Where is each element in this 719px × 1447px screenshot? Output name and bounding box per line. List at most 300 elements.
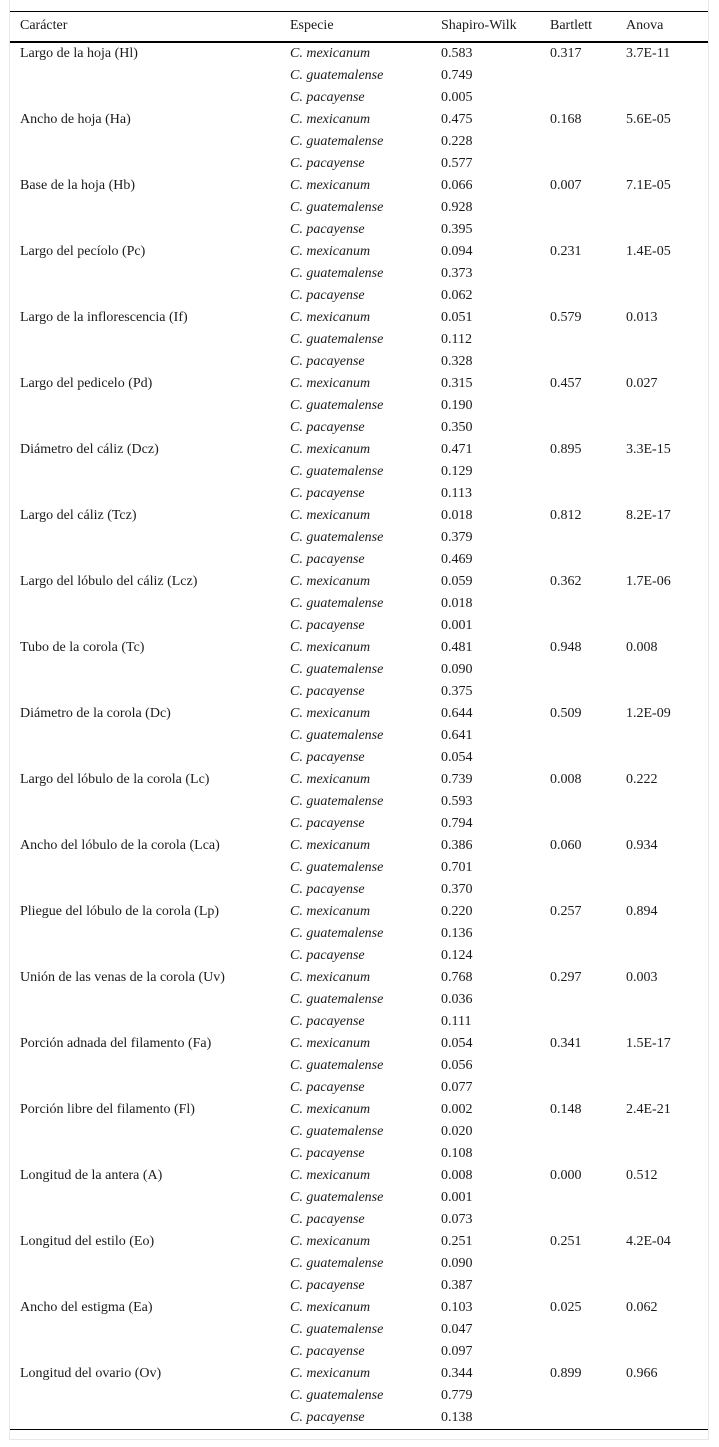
shapiro-wilk-cell: 0.350 (441, 419, 473, 435)
table-row (10, 835, 708, 857)
anova-cell (626, 1055, 708, 1077)
species-cell: C. pacayense (290, 881, 365, 897)
character-cell (10, 263, 290, 285)
species-cell: C. guatemalense (290, 595, 384, 611)
character-cell (10, 593, 290, 615)
shapiro-wilk-cell: 0.056 (441, 1057, 473, 1073)
species-cell: C. pacayense (290, 617, 365, 633)
table-row (10, 351, 708, 373)
anova-cell (626, 923, 708, 945)
table-row (10, 461, 708, 483)
shapiro-wilk-cell: 0.112 (441, 331, 472, 347)
bartlett-cell (550, 791, 626, 813)
bartlett-cell: 0.060 (550, 837, 582, 853)
table-row (10, 197, 708, 219)
anova-cell (626, 1407, 708, 1430)
shapiro-wilk-cell: 0.097 (441, 1343, 473, 1359)
character-cell: Largo de la inflorescencia (If) (20, 309, 188, 325)
anova-cell (626, 945, 708, 967)
anova-cell (626, 1121, 708, 1143)
character-cell (10, 879, 290, 901)
shapiro-wilk-cell: 0.344 (441, 1365, 473, 1381)
bartlett-cell (550, 549, 626, 571)
bartlett-cell (550, 1253, 626, 1275)
table-row (10, 153, 708, 175)
anova-cell: 0.008 (626, 639, 658, 655)
anova-cell (626, 1077, 708, 1099)
shapiro-wilk-cell: 0.779 (441, 1387, 473, 1403)
statistics-table (10, 11, 708, 1430)
shapiro-wilk-cell: 0.395 (441, 221, 473, 237)
species-cell: C. pacayense (290, 1079, 365, 1095)
anova-cell (626, 351, 708, 373)
character-cell (10, 945, 290, 967)
anova-cell (626, 527, 708, 549)
bartlett-cell (550, 615, 626, 637)
character-cell: Porción adnada del filamento (Fa) (20, 1035, 212, 1051)
species-cell: C. pacayense (290, 815, 365, 831)
shapiro-wilk-cell: 0.113 (441, 485, 472, 501)
bartlett-cell (550, 285, 626, 307)
character-cell: Base de la hoja (Hb) (20, 177, 136, 193)
character-cell (10, 615, 290, 637)
bartlett-cell (550, 681, 626, 703)
species-cell: C. guatemalense (290, 793, 384, 809)
anova-cell (626, 483, 708, 505)
species-cell: C. guatemalense (290, 1255, 384, 1271)
bartlett-cell (550, 1121, 626, 1143)
anova-cell (626, 879, 708, 901)
shapiro-wilk-cell: 0.475 (441, 111, 473, 127)
character-cell (10, 1121, 290, 1143)
character-cell (10, 483, 290, 505)
table-row (10, 263, 708, 285)
bartlett-cell (550, 1319, 626, 1341)
species-cell: C. guatemalense (290, 661, 384, 677)
header-anova: Anova (626, 12, 708, 42)
table-row (10, 681, 708, 703)
shapiro-wilk-cell: 0.073 (441, 1211, 473, 1227)
character-cell: Largo del pecíolo (Pc) (20, 243, 146, 259)
character-cell (10, 1385, 290, 1407)
anova-cell (626, 1011, 708, 1033)
character-cell: Largo del pedicelo (Pd) (20, 375, 153, 391)
shapiro-wilk-cell: 0.641 (441, 727, 473, 743)
table-row (10, 417, 708, 439)
species-cell: C. mexicanum (290, 771, 371, 787)
table-row (10, 65, 708, 87)
anova-cell (626, 131, 708, 153)
character-cell (10, 395, 290, 417)
anova-cell: 2.4E-21 (626, 1101, 671, 1117)
table-row (10, 1363, 708, 1385)
shapiro-wilk-cell: 0.054 (441, 749, 473, 765)
bartlett-cell (550, 593, 626, 615)
table-row (10, 549, 708, 571)
table-row (10, 1165, 708, 1187)
bartlett-cell: 0.000 (550, 1167, 582, 1183)
shapiro-wilk-cell: 0.701 (441, 859, 473, 875)
bartlett-cell: 0.231 (550, 243, 582, 259)
anova-cell: 8.2E-17 (626, 507, 671, 523)
anova-cell (626, 1319, 708, 1341)
character-cell: Largo del lóbulo del cáliz (Lcz) (20, 573, 198, 589)
shapiro-wilk-cell: 0.481 (441, 639, 473, 655)
table-row (10, 1033, 708, 1055)
header-row (10, 12, 708, 42)
bartlett-cell (550, 461, 626, 483)
species-cell: C. guatemalense (290, 1321, 384, 1337)
bartlett-cell (550, 131, 626, 153)
anova-cell (626, 813, 708, 835)
table-row (10, 1319, 708, 1341)
shapiro-wilk-cell: 0.469 (441, 551, 473, 567)
table-row (10, 395, 708, 417)
anova-cell (626, 593, 708, 615)
anova-cell (626, 615, 708, 637)
shapiro-wilk-cell: 0.136 (441, 925, 473, 941)
table-row (10, 505, 708, 527)
anova-cell (626, 747, 708, 769)
table-row (10, 923, 708, 945)
bartlett-cell (550, 747, 626, 769)
bartlett-cell (550, 725, 626, 747)
anova-cell (626, 329, 708, 351)
table-row (10, 1209, 708, 1231)
table-row (10, 1143, 708, 1165)
bartlett-cell: 0.509 (550, 705, 582, 721)
bartlett-cell (550, 1011, 626, 1033)
header-bartlett: Bartlett (550, 12, 626, 42)
character-cell (10, 549, 290, 571)
character-cell (10, 417, 290, 439)
character-cell (10, 153, 290, 175)
anova-cell (626, 65, 708, 87)
shapiro-wilk-cell: 0.103 (441, 1299, 473, 1315)
character-cell: Unión de las venas de la corola (Uv) (20, 969, 225, 985)
shapiro-wilk-cell: 0.020 (441, 1123, 473, 1139)
table-row (10, 439, 708, 461)
species-cell: C. pacayense (290, 1407, 441, 1430)
bartlett-cell (550, 1407, 626, 1430)
character-cell (10, 791, 290, 813)
species-cell: C. mexicanum (290, 177, 371, 193)
table-row (10, 175, 708, 197)
header-character: Carácter (10, 12, 290, 42)
anova-cell (626, 1187, 708, 1209)
shapiro-wilk-cell: 0.749 (441, 67, 473, 83)
character-cell: Ancho del lóbulo de la corola (Lca) (20, 837, 220, 853)
character-cell (10, 1341, 290, 1363)
character-cell: Pliegue del lóbulo de la corola (Lp) (20, 903, 220, 919)
table-row (10, 1341, 708, 1363)
character-cell (10, 1011, 290, 1033)
bartlett-cell (550, 659, 626, 681)
species-cell: C. mexicanum (290, 309, 371, 325)
shapiro-wilk-cell: 0.090 (441, 661, 473, 677)
table-row (10, 241, 708, 263)
species-cell: C. guatemalense (290, 925, 384, 941)
table-row (10, 725, 708, 747)
bartlett-cell: 0.317 (550, 45, 582, 61)
shapiro-wilk-cell: 0.001 (441, 617, 473, 633)
character-cell (10, 1407, 290, 1430)
table-row (10, 1297, 708, 1319)
shapiro-wilk-cell: 0.375 (441, 683, 473, 699)
character-cell (10, 197, 290, 219)
character-cell (10, 681, 290, 703)
character-cell (10, 351, 290, 373)
bartlett-cell: 0.362 (550, 573, 582, 589)
table-row (10, 769, 708, 791)
species-cell: C. pacayense (290, 287, 365, 303)
species-cell: C. pacayense (290, 1145, 365, 1161)
bartlett-cell (550, 1077, 626, 1099)
anova-cell (626, 395, 708, 417)
species-cell: C. pacayense (290, 551, 365, 567)
shapiro-wilk-cell: 0.094 (441, 243, 473, 259)
shapiro-wilk-cell: 0.768 (441, 969, 473, 985)
anova-cell (626, 417, 708, 439)
character-cell (10, 219, 290, 241)
character-cell: Longitud del estilo (Eo) (20, 1233, 155, 1249)
character-cell (10, 747, 290, 769)
species-cell: C. mexicanum (290, 837, 371, 853)
shapiro-wilk-cell: 0.251 (441, 1233, 473, 1249)
anova-cell: 1.5E-17 (626, 1035, 671, 1051)
shapiro-wilk-cell: 0.190 (441, 397, 473, 413)
character-cell (10, 1143, 290, 1165)
shapiro-wilk-cell: 0.090 (441, 1255, 473, 1271)
table-row (10, 1077, 708, 1099)
table-row (10, 42, 708, 65)
shapiro-wilk-cell: 0.928 (441, 199, 473, 215)
table-row (10, 219, 708, 241)
character-cell (10, 1055, 290, 1077)
shapiro-wilk-cell: 0.138 (441, 1407, 550, 1430)
bartlett-cell: 0.812 (550, 507, 582, 523)
anova-cell (626, 549, 708, 571)
species-cell: C. mexicanum (290, 1365, 371, 1381)
bartlett-cell (550, 923, 626, 945)
bartlett-cell (550, 87, 626, 109)
bartlett-cell: 0.025 (550, 1299, 582, 1315)
bartlett-cell: 0.168 (550, 111, 582, 127)
species-cell: C. guatemalense (290, 1387, 384, 1403)
shapiro-wilk-cell: 0.228 (441, 133, 473, 149)
shapiro-wilk-cell: 0.002 (441, 1101, 473, 1117)
character-cell: Diámetro de la corola (Dc) (20, 705, 171, 721)
anova-cell (626, 1341, 708, 1363)
species-cell: C. mexicanum (290, 111, 371, 127)
table-row (10, 307, 708, 329)
bartlett-cell (550, 813, 626, 835)
table-row (10, 1275, 708, 1297)
table-row (10, 1055, 708, 1077)
bartlett-cell (550, 989, 626, 1011)
species-cell: C. mexicanum (290, 705, 371, 721)
species-cell: C. pacayense (290, 419, 365, 435)
species-cell: C. pacayense (290, 1343, 365, 1359)
shapiro-wilk-cell: 0.370 (441, 881, 473, 897)
table-row (10, 373, 708, 395)
anova-cell (626, 263, 708, 285)
character-cell (10, 923, 290, 945)
species-cell: C. mexicanum (290, 903, 371, 919)
bartlett-cell (550, 263, 626, 285)
table-row (10, 571, 708, 593)
bartlett-cell (550, 219, 626, 241)
table-row (10, 329, 708, 351)
bartlett-cell: 0.008 (550, 771, 582, 787)
anova-cell (626, 681, 708, 703)
table-row (10, 1253, 708, 1275)
bartlett-cell (550, 1055, 626, 1077)
character-cell: Longitud del ovario (Ov) (20, 1365, 162, 1381)
character-cell (10, 1209, 290, 1231)
character-cell: Porción libre del filamento (Fl) (20, 1101, 195, 1117)
table-row (10, 285, 708, 307)
shapiro-wilk-cell: 0.001 (441, 1189, 473, 1205)
shapiro-wilk-cell: 0.008 (441, 1167, 473, 1183)
anova-cell (626, 857, 708, 879)
bartlett-cell (550, 879, 626, 901)
anova-cell: 0.027 (626, 375, 658, 391)
character-cell: Largo de la hoja (Hl) (20, 45, 138, 61)
table-row (10, 1099, 708, 1121)
anova-cell: 1.2E-09 (626, 705, 671, 721)
bartlett-cell (550, 1341, 626, 1363)
bartlett-cell (550, 527, 626, 549)
species-cell: C. mexicanum (290, 243, 371, 259)
species-cell: C. pacayense (290, 683, 365, 699)
shapiro-wilk-cell: 0.129 (441, 463, 473, 479)
bartlett-cell: 0.579 (550, 309, 582, 325)
character-cell (10, 1187, 290, 1209)
anova-cell (626, 989, 708, 1011)
character-cell: Largo del lóbulo de la corola (Lc) (20, 771, 210, 787)
table-row (10, 637, 708, 659)
shapiro-wilk-cell: 0.387 (441, 1277, 473, 1293)
table-row (10, 1011, 708, 1033)
table-row (10, 857, 708, 879)
character-cell (10, 659, 290, 681)
species-cell: C. guatemalense (290, 991, 384, 1007)
bartlett-cell: 0.251 (550, 1233, 582, 1249)
character-cell (10, 857, 290, 879)
bartlett-cell (550, 945, 626, 967)
table-row (10, 1187, 708, 1209)
bartlett-cell: 0.899 (550, 1365, 582, 1381)
shapiro-wilk-cell: 0.036 (441, 991, 473, 1007)
shapiro-wilk-cell: 0.583 (441, 45, 473, 61)
anova-cell: 0.222 (626, 771, 658, 787)
species-cell: C. mexicanum (290, 1167, 371, 1183)
character-cell: Longitud de la antera (A) (20, 1167, 163, 1183)
species-cell: C. guatemalense (290, 265, 384, 281)
species-cell: C. pacayense (290, 947, 365, 963)
species-cell: C. guatemalense (290, 529, 384, 545)
species-cell: C. mexicanum (290, 639, 371, 655)
anova-cell (626, 461, 708, 483)
bartlett-cell: 0.341 (550, 1035, 582, 1051)
character-cell (10, 1253, 290, 1275)
table-row (10, 813, 708, 835)
bartlett-cell (550, 1187, 626, 1209)
species-cell: C. mexicanum (290, 375, 371, 391)
shapiro-wilk-cell: 0.471 (441, 441, 473, 457)
bartlett-cell: 0.148 (550, 1101, 582, 1117)
bartlett-cell (550, 395, 626, 417)
shapiro-wilk-cell: 0.018 (441, 507, 473, 523)
anova-cell: 4.2E-04 (626, 1233, 671, 1249)
anova-cell: 0.062 (626, 1299, 658, 1315)
shapiro-wilk-cell: 0.315 (441, 375, 473, 391)
species-cell: C. guatemalense (290, 331, 384, 347)
bartlett-cell: 0.895 (550, 441, 582, 457)
species-cell: C. guatemalense (290, 397, 384, 413)
species-cell: C. guatemalense (290, 133, 384, 149)
anova-cell (626, 1253, 708, 1275)
shapiro-wilk-cell: 0.373 (441, 265, 473, 281)
bartlett-cell: 0.297 (550, 969, 582, 985)
shapiro-wilk-cell: 0.066 (441, 177, 473, 193)
character-cell (10, 1319, 290, 1341)
bartlett-cell (550, 329, 626, 351)
species-cell: C. guatemalense (290, 1123, 384, 1139)
anova-cell: 3.3E-15 (626, 441, 671, 457)
anova-cell (626, 197, 708, 219)
bartlett-cell (550, 483, 626, 505)
anova-cell (626, 659, 708, 681)
table-row (10, 615, 708, 637)
species-cell: C. guatemalense (290, 1189, 384, 1205)
anova-cell (626, 725, 708, 747)
species-cell: C. pacayense (290, 155, 365, 171)
anova-cell: 1.4E-05 (626, 243, 671, 259)
anova-cell: 0.934 (626, 837, 658, 853)
table-row (10, 879, 708, 901)
shapiro-wilk-cell: 0.644 (441, 705, 473, 721)
table-row (10, 901, 708, 923)
bartlett-cell (550, 65, 626, 87)
species-cell: C. mexicanum (290, 45, 371, 61)
species-cell: C. guatemalense (290, 463, 384, 479)
table-row (10, 483, 708, 505)
shapiro-wilk-cell: 0.577 (441, 155, 473, 171)
anova-cell (626, 1209, 708, 1231)
bartlett-cell (550, 351, 626, 373)
character-cell: Diámetro del cáliz (Dcz) (20, 441, 159, 457)
species-cell: C. pacayense (290, 89, 365, 105)
anova-cell (626, 1143, 708, 1165)
character-cell (10, 65, 290, 87)
character-cell (10, 329, 290, 351)
header-shapiro-wilk: Shapiro-Wilk (441, 12, 550, 42)
species-cell: C. mexicanum (290, 1233, 371, 1249)
anova-cell (626, 87, 708, 109)
species-cell: C. pacayense (290, 749, 365, 765)
bartlett-cell: 0.457 (550, 375, 582, 391)
shapiro-wilk-cell: 0.054 (441, 1035, 473, 1051)
anova-cell (626, 791, 708, 813)
bartlett-cell (550, 1209, 626, 1231)
character-cell (10, 725, 290, 747)
species-cell: C. pacayense (290, 1211, 365, 1227)
table-row (10, 593, 708, 615)
species-cell: C. mexicanum (290, 573, 371, 589)
bartlett-cell (550, 1385, 626, 1407)
